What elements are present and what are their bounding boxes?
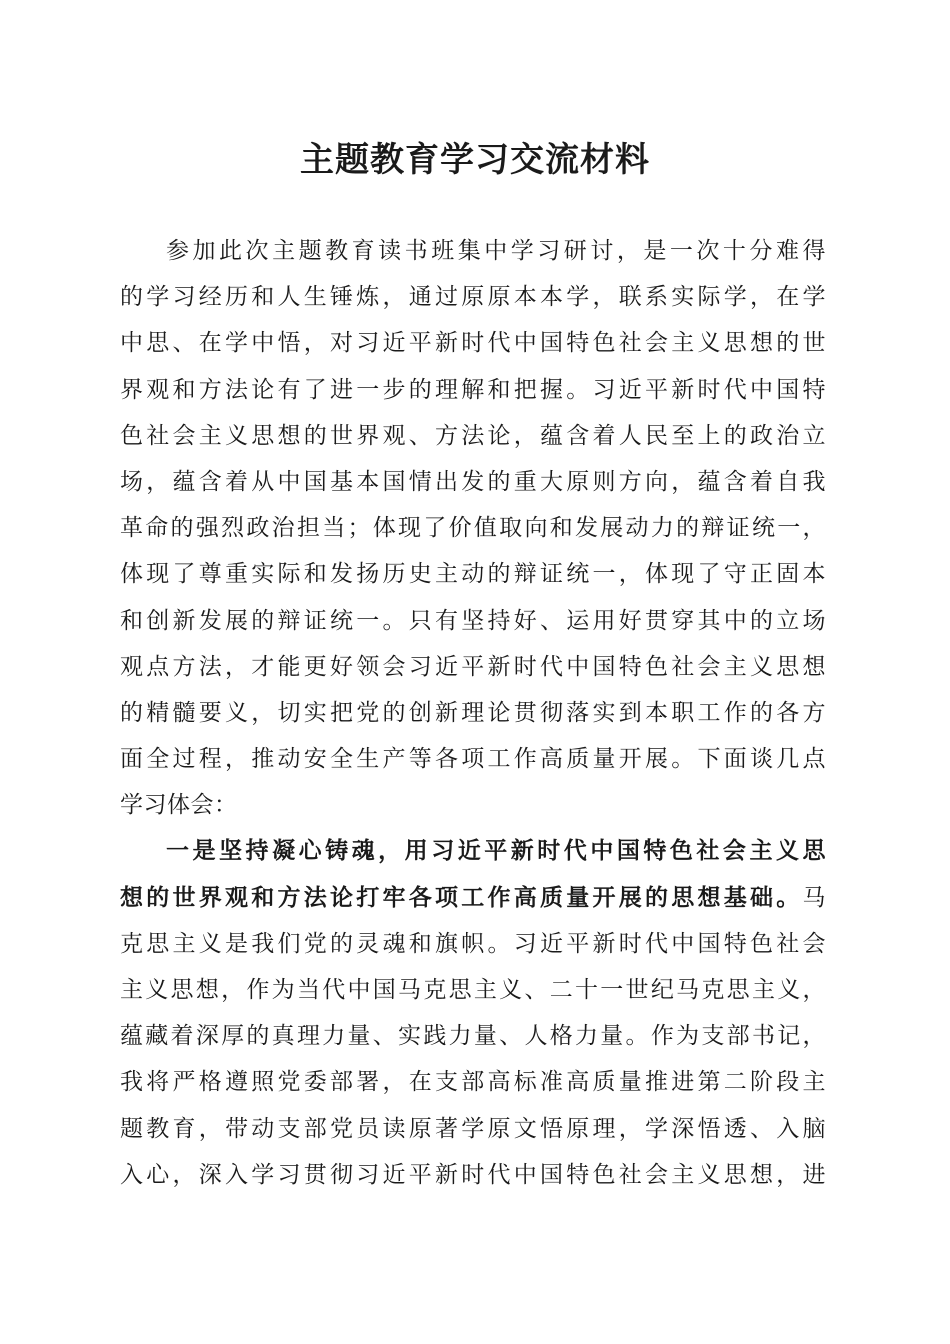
- paragraph-2-line: 题教育，带动支部党员读原著学原文悟原理，学深悟透、入脑: [120, 1115, 826, 1142]
- paragraph-1-line: 的学习经历和人生锤炼，通过原原本本学，联系实际学，在学: [120, 284, 826, 311]
- paragraph-2-line: 主义思想，作为当代中国马克思主义、二十一世纪马克思主义，: [120, 977, 826, 1003]
- paragraph-1-line: 观点方法，才能更好领会习近平新时代中国特色社会主义思想: [120, 653, 826, 680]
- paragraph-1-line: 色社会主义思想的世界观、方法论，蕴含着人民至上的政治立: [120, 422, 826, 449]
- paragraph-1-line: 革命的强烈政治担当；体现了价值取向和发展动力的辩证统一，: [120, 515, 826, 542]
- paragraph-1-line: 场，蕴含着从中国基本国情出发的重大原则方向，蕴含着自我: [120, 468, 826, 495]
- paragraph-1-line: 面全过程，推动安全生产等各项工作高质量开展。下面谈几点: [120, 746, 826, 773]
- paragraph-2-line: 我将严格遵照党委部署，在支部高标准高质量推进第二阶段主: [120, 1069, 826, 1096]
- paragraph-2-heading-line: 一是坚持凝心铸魂，用习近平新时代中国特色社会主义思: [166, 837, 826, 865]
- paragraph-2-heading-text: 想的世界观和方法论打牢各项工作高质量开展的思想基础。: [120, 883, 803, 911]
- paragraph-1-line: 的精髓要义，切实把党的创新理论贯彻落实到本职工作的各方: [120, 699, 826, 726]
- paragraph-2-line: 蕴藏着深厚的真理力量、实践力量、人格力量。作为支部书记，: [120, 1023, 826, 1050]
- paragraph-1-line: 中思、在学中悟，对习近平新时代中国特色社会主义思想的世: [120, 330, 826, 357]
- document-title: 主题教育学习交流材料: [300, 140, 650, 180]
- paragraph-2-heading-line-2: [120, 875, 826, 921]
- paragraph-1-line: 和创新发展的辩证统一。只有坚持好、运用好贯穿其中的立场: [120, 607, 826, 634]
- paragraph-1-line: 体现了尊重实际和发扬历史主动的辩证统一，体现了守正固本: [120, 561, 826, 588]
- paragraph-2-text: 马: [802, 884, 826, 911]
- paragraph-1-line: 学习体会：: [120, 792, 238, 819]
- paragraph-2-line: 入心，深入学习贯彻习近平新时代中国特色社会主义思想，进: [120, 1161, 826, 1188]
- document-body: [120, 228, 826, 1198]
- paragraph-1-line: 界观和方法论有了进一步的理解和把握。习近平新时代中国特: [120, 376, 826, 403]
- paragraph-1-line: 参加此次主题教育读书班集中学习研讨，是一次十分难得: [166, 238, 826, 264]
- paragraph-2-line: 克思主义是我们党的灵魂和旗帜。习近平新时代中国特色社会: [120, 930, 826, 957]
